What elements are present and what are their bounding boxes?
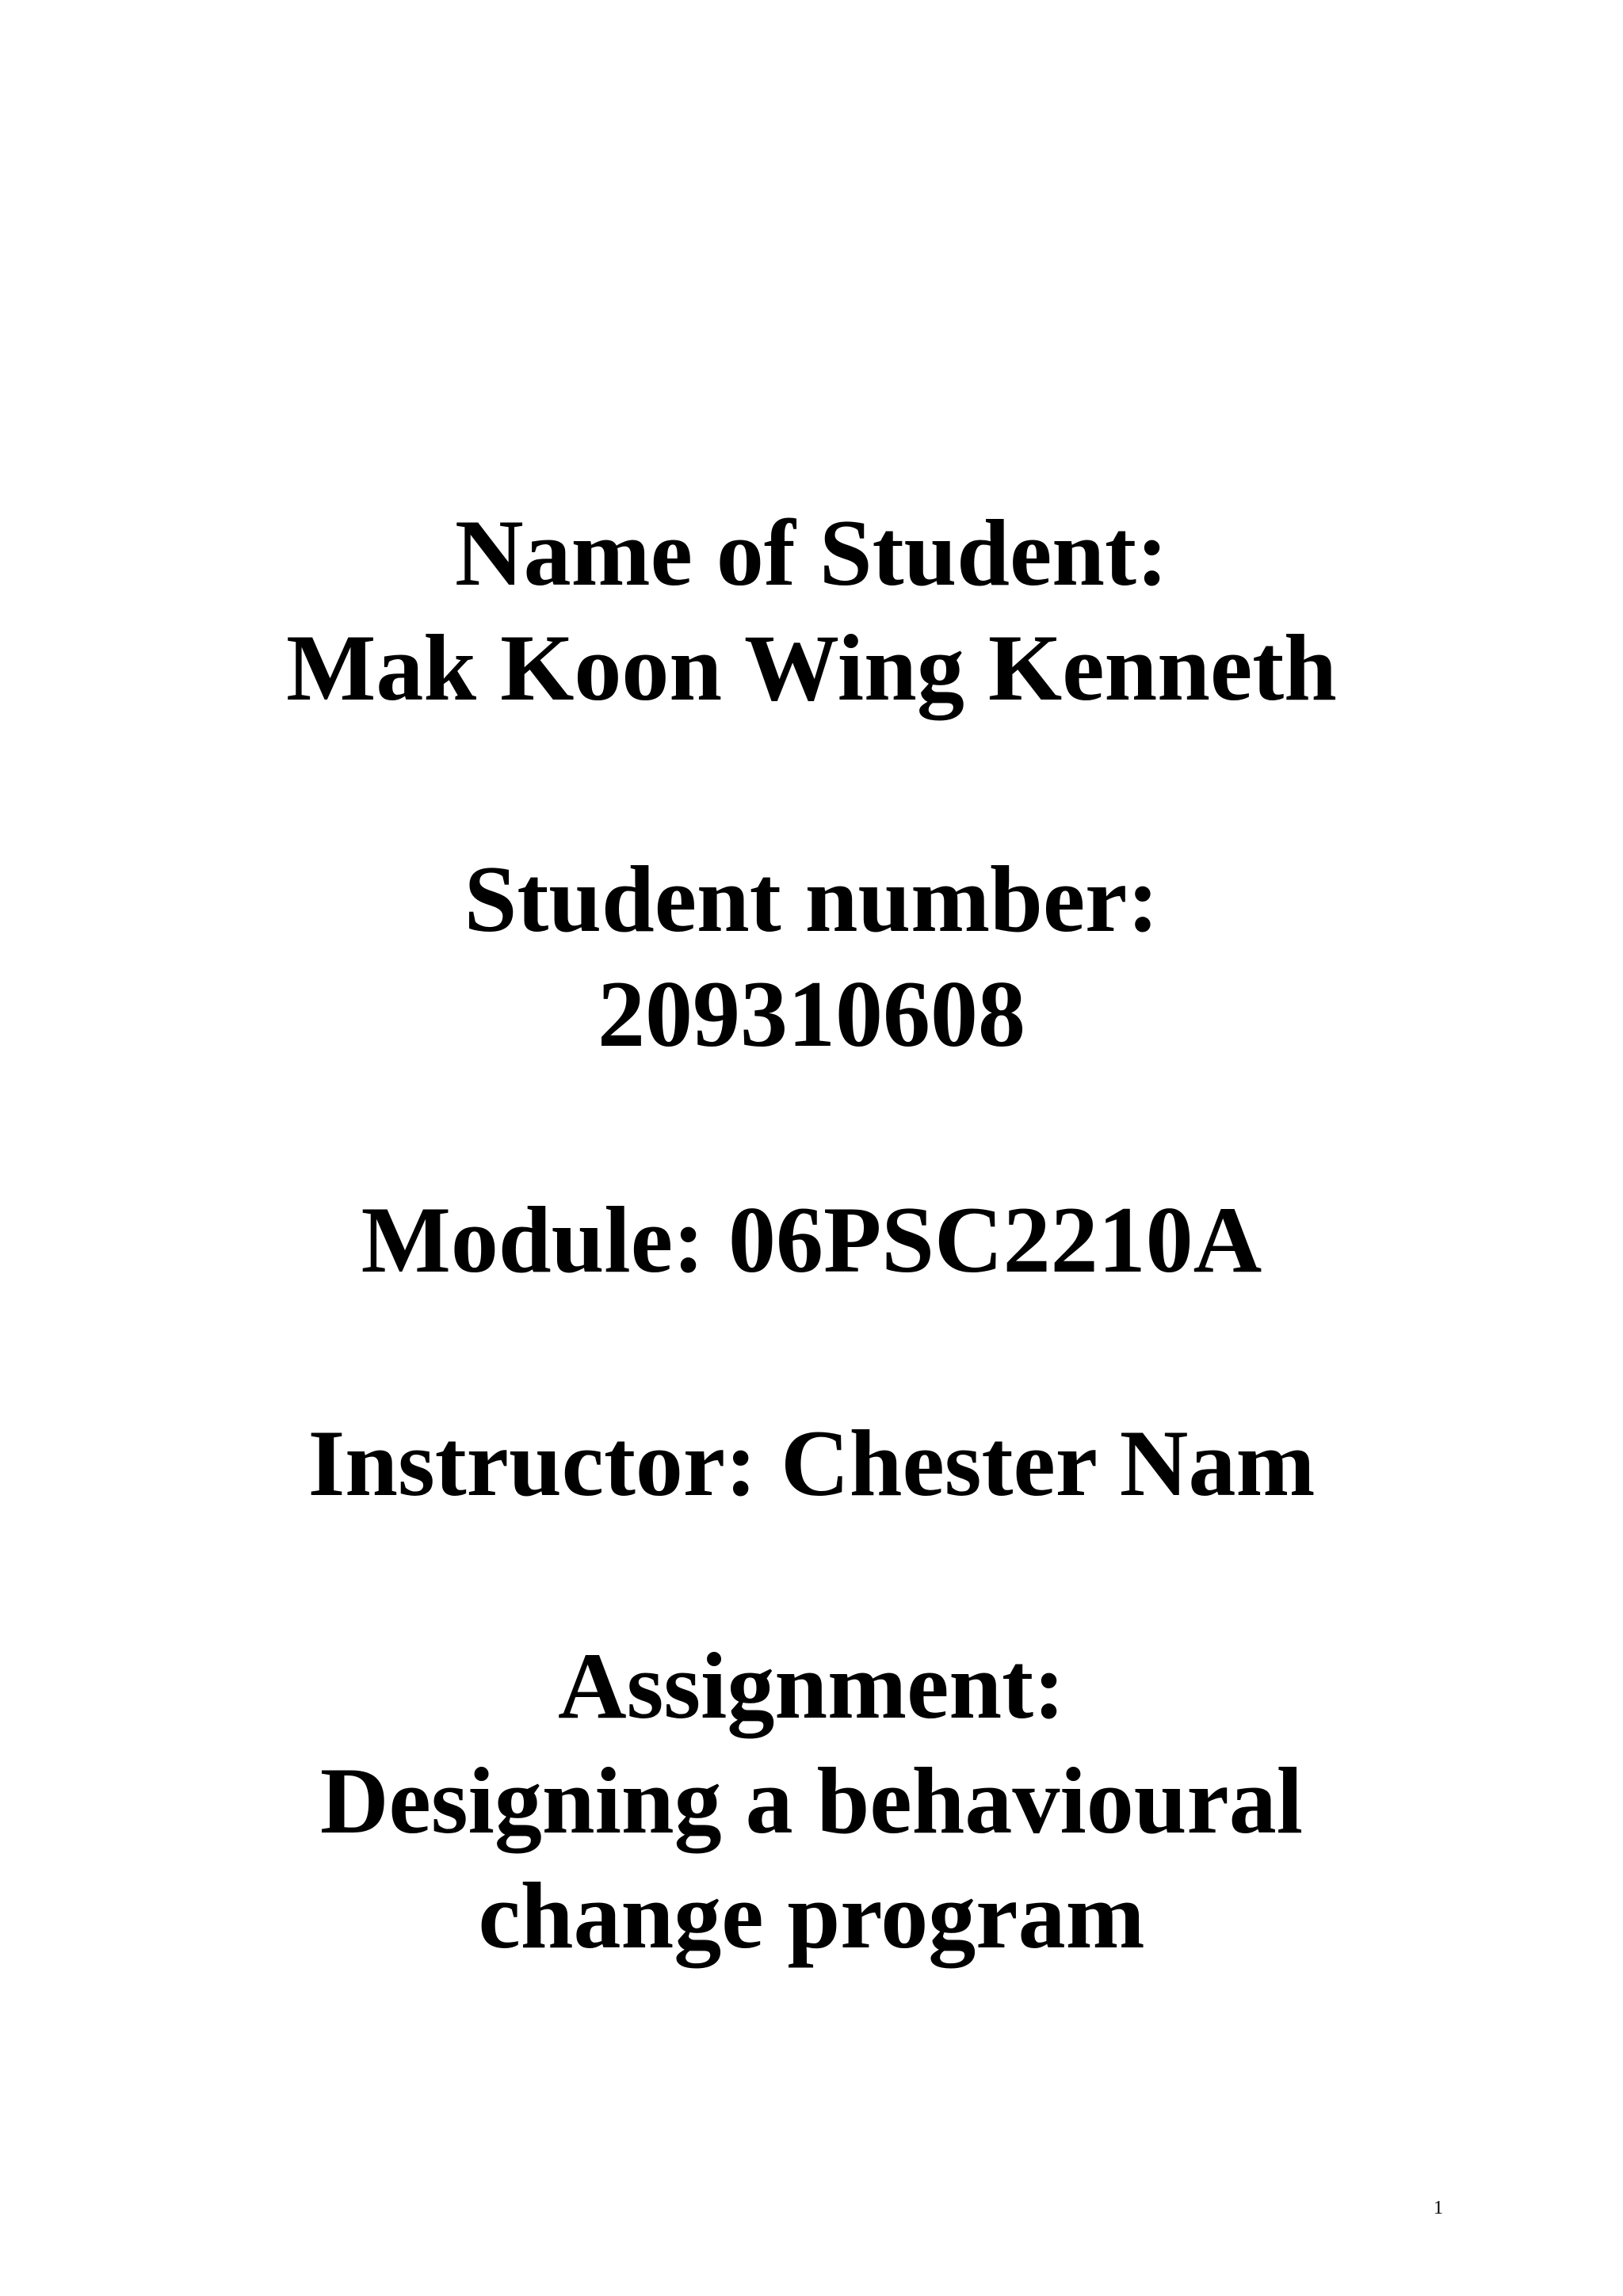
student-name-value: Mak Koon Wing Kenneth bbox=[286, 615, 1337, 720]
assignment-title-line-1: Designing a behavioural bbox=[319, 1748, 1304, 1853]
instructor-text: Instructor: Chester Nam bbox=[307, 1410, 1316, 1516]
student-name-section bbox=[0, 495, 1623, 725]
student-number-label: Student number: bbox=[464, 846, 1159, 952]
instructor-section bbox=[0, 1405, 1623, 1520]
student-name-label: Name of Student: bbox=[455, 500, 1168, 605]
student-number-section bbox=[0, 841, 1623, 1071]
page-number: 1 bbox=[1434, 2198, 1443, 2218]
assignment-title-line-2: change program bbox=[478, 1863, 1145, 1968]
module-section bbox=[0, 1182, 1623, 1297]
module-text: Module: 06PSC2210A bbox=[361, 1187, 1262, 1292]
assignment-section bbox=[0, 1628, 1623, 1973]
student-number-value: 209310608 bbox=[598, 961, 1025, 1066]
assignment-label: Assignment: bbox=[557, 1633, 1066, 1738]
